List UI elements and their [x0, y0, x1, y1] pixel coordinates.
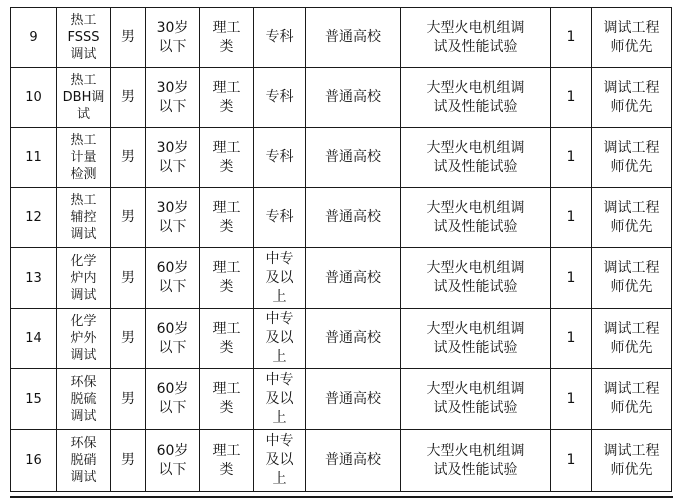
- school-type-cell: [306, 369, 401, 430]
- remark-text: 调试工程 师优先: [603, 320, 660, 356]
- row-number-cell: [11, 128, 57, 188]
- position-cell: [57, 369, 111, 430]
- headcount-cell: [551, 128, 592, 188]
- major-requirement-text: 理工 类: [212, 139, 241, 175]
- experience-requirement-cell: [401, 369, 551, 430]
- major-requirement-cell: [200, 188, 254, 248]
- education-requirement-text: 专科: [265, 89, 294, 105]
- remark-cell: [592, 8, 672, 68]
- remark-cell: [592, 188, 672, 248]
- row-number-text: 16: [25, 453, 42, 468]
- row-number-text: 12: [25, 210, 42, 225]
- row-number-text: 10: [25, 90, 42, 105]
- age-requirement-text: 60岁 以下: [156, 260, 189, 295]
- position-text: 环保 脱硝 调试: [70, 436, 97, 485]
- gender-cell: [111, 68, 146, 128]
- remark-cell: [592, 309, 672, 369]
- experience-requirement-text: 大型火电机组调 试及性能试验: [426, 260, 525, 295]
- gender-text: 男: [121, 89, 135, 105]
- major-requirement-text: 理工 类: [212, 199, 241, 235]
- experience-requirement-text: 大型火电机组调 试及性能试验: [426, 139, 525, 175]
- experience-requirement-cell: [401, 248, 551, 309]
- gender-cell: [111, 430, 146, 492]
- remark-text: 调试工程 师优先: [603, 139, 660, 175]
- position-text: 热工 计量 检测: [70, 133, 97, 182]
- experience-requirement-cell: [401, 8, 551, 68]
- row-number-cell: [11, 369, 57, 430]
- education-requirement-text: 专科: [265, 209, 294, 225]
- major-requirement-cell: [200, 128, 254, 188]
- headcount-cell: [551, 430, 592, 492]
- headcount-text: 1: [566, 452, 576, 468]
- row-number-text: 15: [25, 391, 42, 407]
- major-requirement-text: 理工 类: [212, 79, 241, 115]
- table-row: [11, 188, 672, 248]
- remark-text: 调试工程 师优先: [603, 19, 660, 55]
- table-row: [11, 309, 672, 369]
- education-requirement-cell: [254, 8, 306, 68]
- school-type-text: 普通高校: [325, 29, 381, 45]
- education-requirement-text: 中专 及以 上: [265, 433, 294, 487]
- experience-requirement-cell: [401, 188, 551, 248]
- gender-cell: [111, 128, 146, 188]
- headcount-cell: [551, 188, 592, 248]
- table-row: [11, 430, 672, 492]
- headcount-text: 1: [566, 209, 576, 225]
- table-row: [11, 128, 672, 188]
- remark-text: 调试工程 师优先: [603, 79, 660, 115]
- position-cell: [57, 188, 111, 248]
- experience-requirement-text: 大型火电机组调 试及性能试验: [426, 199, 525, 235]
- gender-cell: [111, 8, 146, 68]
- table-row: [11, 369, 672, 430]
- gender-text: 男: [121, 29, 135, 45]
- position-cell: [57, 8, 111, 68]
- school-type-text: 普通高校: [325, 390, 381, 407]
- age-requirement-text: 60岁 以下: [156, 320, 189, 356]
- experience-requirement-text: 大型火电机组调 试及性能试验: [426, 79, 525, 115]
- position-cell: [57, 248, 111, 309]
- experience-requirement-text: 大型火电机组调 试及性能试验: [426, 442, 525, 478]
- gender-cell: [111, 369, 146, 430]
- age-requirement-cell: [146, 188, 200, 248]
- school-type-text: 普通高校: [325, 149, 381, 165]
- headcount-cell: [551, 8, 592, 68]
- education-requirement-cell: [254, 369, 306, 430]
- education-requirement-text: 中专 及以 上: [265, 371, 294, 426]
- remark-text: 调试工程 师优先: [603, 442, 660, 478]
- table-row: [11, 248, 672, 309]
- major-requirement-cell: [200, 248, 254, 309]
- headcount-cell: [551, 68, 592, 128]
- gender-text: 男: [121, 452, 135, 468]
- education-requirement-text: 中专 及以 上: [265, 311, 294, 365]
- education-requirement-text: 专科: [265, 29, 294, 45]
- position-text: 热工 辅控 调试: [70, 193, 97, 242]
- position-text: 热工 FSSS 调试: [67, 13, 100, 62]
- gender-text: 男: [121, 209, 135, 225]
- headcount-text: 1: [566, 89, 576, 105]
- age-requirement-cell: [146, 68, 200, 128]
- position-text: 化学 炉内 调试: [70, 253, 97, 303]
- major-requirement-text: 理工 类: [212, 19, 241, 55]
- age-requirement-cell: [146, 369, 200, 430]
- experience-requirement-cell: [401, 68, 551, 128]
- position-text: 环保 脱硫 调试: [70, 374, 97, 424]
- school-type-text: 普通高校: [325, 89, 381, 105]
- age-requirement-text: 30岁 以下: [156, 19, 189, 55]
- age-requirement-text: 60岁 以下: [156, 381, 189, 416]
- headcount-text: 1: [566, 149, 576, 165]
- age-requirement-text: 30岁 以下: [156, 199, 189, 235]
- table-row: [11, 8, 672, 68]
- major-requirement-cell: [200, 68, 254, 128]
- position-cell: [57, 128, 111, 188]
- remark-cell: [592, 248, 672, 309]
- experience-requirement-text: 大型火电机组调 试及性能试验: [426, 320, 525, 356]
- experience-requirement-cell: [401, 430, 551, 492]
- position-text: 热工 DBH调 试: [62, 73, 105, 122]
- headcount-text: 1: [566, 269, 576, 286]
- experience-requirement-text: 大型火电机组调 试及性能试验: [426, 381, 525, 416]
- age-requirement-cell: [146, 128, 200, 188]
- gender-text: 男: [121, 390, 135, 407]
- recruitment-table-container: [10, 7, 672, 492]
- age-requirement-text: 30岁 以下: [156, 79, 189, 115]
- experience-requirement-cell: [401, 128, 551, 188]
- row-number-text: 13: [25, 270, 42, 286]
- remark-text: 调试工程 师优先: [603, 381, 660, 416]
- remark-text: 调试工程 师优先: [603, 199, 660, 235]
- school-type-cell: [306, 188, 401, 248]
- row-number-cell: [11, 188, 57, 248]
- gender-cell: [111, 309, 146, 369]
- gender-text: 男: [121, 330, 135, 346]
- major-requirement-cell: [200, 309, 254, 369]
- row-number-cell: [11, 68, 57, 128]
- row-number-cell: [11, 309, 57, 369]
- position-cell: [57, 309, 111, 369]
- school-type-cell: [306, 430, 401, 492]
- row-number-text: 9: [29, 30, 38, 45]
- table-row: [11, 68, 672, 128]
- recruitment-table-body: [11, 8, 672, 492]
- education-requirement-cell: [254, 309, 306, 369]
- major-requirement-cell: [200, 8, 254, 68]
- major-requirement-cell: [200, 369, 254, 430]
- major-requirement-cell: [200, 430, 254, 492]
- school-type-text: 普通高校: [325, 269, 381, 286]
- gender-text: 男: [121, 149, 135, 165]
- school-type-cell: [306, 248, 401, 309]
- school-type-cell: [306, 68, 401, 128]
- remark-cell: [592, 128, 672, 188]
- row-number-text: 14: [25, 331, 42, 346]
- headcount-text: 1: [566, 390, 576, 407]
- education-requirement-cell: [254, 128, 306, 188]
- age-requirement-cell: [146, 430, 200, 492]
- remark-cell: [592, 68, 672, 128]
- school-type-cell: [306, 309, 401, 369]
- school-type-text: 普通高校: [325, 330, 381, 346]
- age-requirement-cell: [146, 248, 200, 309]
- position-cell: [57, 68, 111, 128]
- row-number-cell: [11, 8, 57, 68]
- remark-cell: [592, 430, 672, 492]
- major-requirement-text: 理工 类: [212, 381, 241, 416]
- headcount-text: 1: [566, 330, 576, 346]
- education-requirement-text: 中专 及以 上: [265, 250, 294, 305]
- remark-text: 调试工程 师优先: [603, 260, 660, 295]
- gender-text: 男: [121, 269, 135, 286]
- school-type-text: 普通高校: [325, 209, 381, 225]
- school-type-cell: [306, 8, 401, 68]
- remark-cell: [592, 369, 672, 430]
- headcount-text: 1: [566, 29, 576, 45]
- headcount-cell: [551, 248, 592, 309]
- row-number-cell: [11, 248, 57, 309]
- gender-cell: [111, 248, 146, 309]
- education-requirement-cell: [254, 248, 306, 309]
- education-requirement-cell: [254, 188, 306, 248]
- table-bottom-border: [10, 496, 673, 498]
- age-requirement-text: 60岁 以下: [156, 442, 189, 478]
- position-cell: [57, 430, 111, 492]
- major-requirement-text: 理工 类: [212, 442, 241, 478]
- headcount-cell: [551, 309, 592, 369]
- age-requirement-text: 30岁 以下: [156, 139, 189, 175]
- major-requirement-text: 理工 类: [212, 260, 241, 295]
- recruitment-table: [10, 7, 672, 492]
- row-number-text: 11: [25, 150, 42, 165]
- education-requirement-cell: [254, 430, 306, 492]
- school-type-text: 普通高校: [325, 452, 381, 468]
- age-requirement-cell: [146, 8, 200, 68]
- school-type-cell: [306, 128, 401, 188]
- experience-requirement-text: 大型火电机组调 试及性能试验: [426, 19, 525, 55]
- education-requirement-text: 专科: [265, 149, 294, 165]
- gender-cell: [111, 188, 146, 248]
- position-text: 化学 炉外 调试: [70, 314, 97, 363]
- major-requirement-text: 理工 类: [212, 320, 241, 356]
- experience-requirement-cell: [401, 309, 551, 369]
- age-requirement-cell: [146, 309, 200, 369]
- headcount-cell: [551, 369, 592, 430]
- education-requirement-cell: [254, 68, 306, 128]
- row-number-cell: [11, 430, 57, 492]
